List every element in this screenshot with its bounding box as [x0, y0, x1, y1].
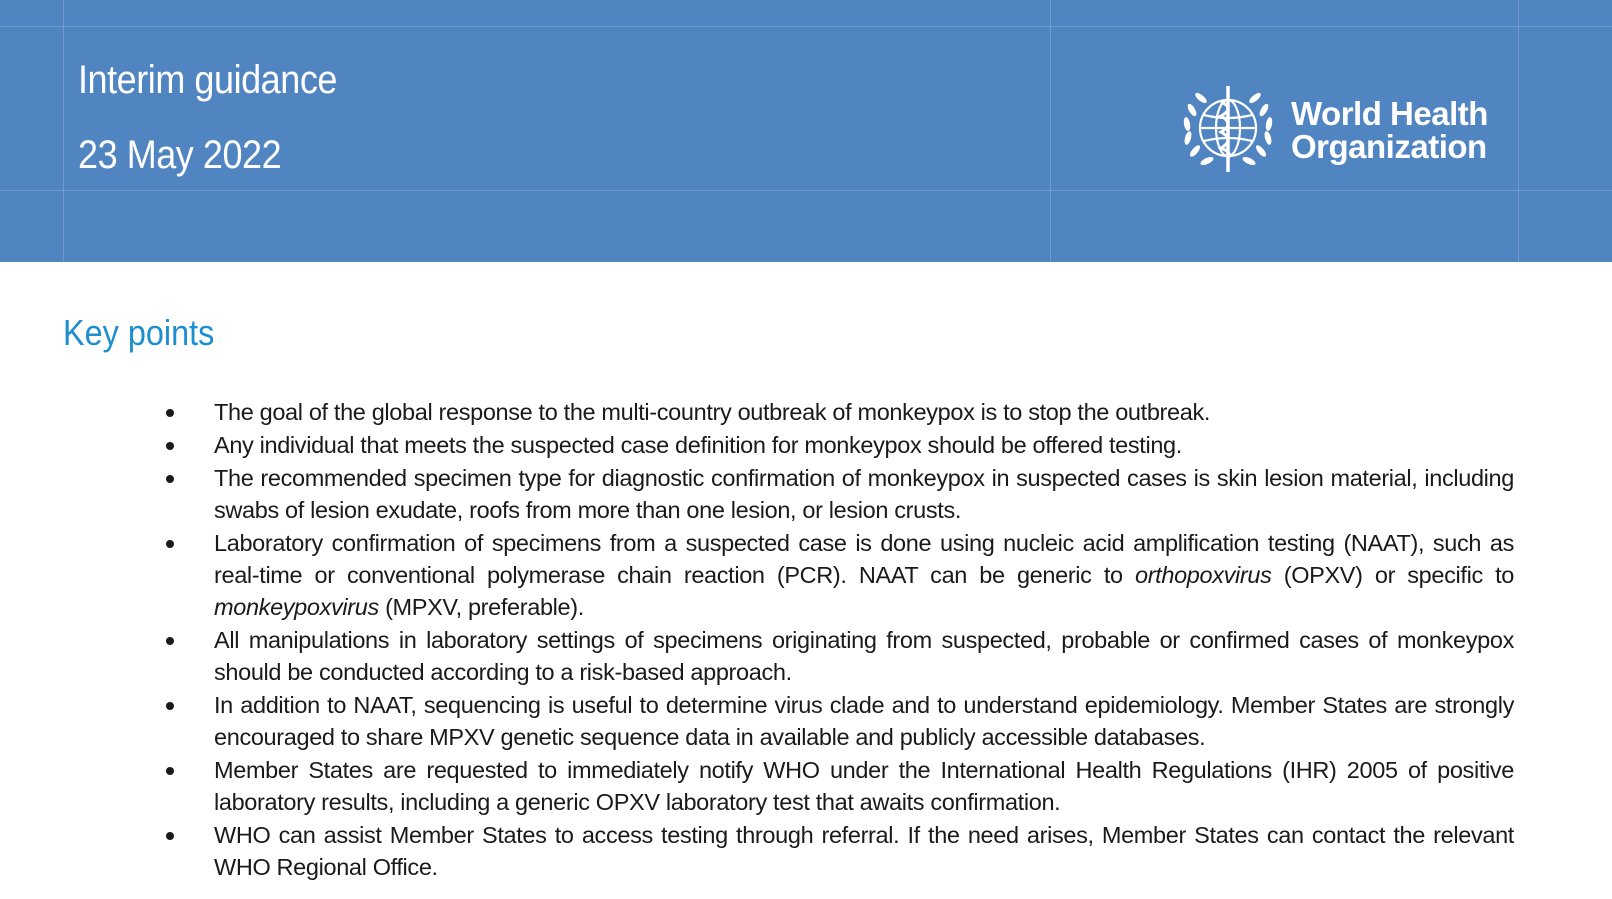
- document-type: Interim guidance: [78, 58, 337, 102]
- bullet-icon: [166, 767, 174, 775]
- bullet-icon: [166, 475, 174, 483]
- bullet-icon: [166, 702, 174, 710]
- key-point-item: [160, 462, 1514, 526]
- key-point-text: [214, 462, 1514, 526]
- key-point-item: [160, 819, 1514, 883]
- who-logo-line1: World Health: [1291, 95, 1488, 132]
- bullet-icon: [166, 409, 174, 417]
- who-logo: [1173, 80, 1488, 180]
- key-point-item: [160, 527, 1514, 623]
- key-point-text-part: All manipulations in laboratory settings of specimens originating from suspected, probable or confirmed cases of monkeypox should be conducted according to a risk-based approach.: [214, 627, 1514, 685]
- key-point-text-part: (OPXV) or specific to: [1271, 562, 1514, 588]
- section-title: Key points: [63, 312, 215, 353]
- key-point-text-part: WHO can assist Member States to access testing through referral. If the need arises, Member States can contact the relevant WHO Regional Office.: [214, 822, 1514, 880]
- key-point-text: [214, 689, 1514, 753]
- key-point-text: [214, 527, 1514, 623]
- key-point-item: [160, 624, 1514, 688]
- key-point-text: [214, 819, 1514, 883]
- key-point-text-part: The recommended specimen type for diagnostic confirmation of monkeypox in suspected cases is skin lesion material, including swabs of lesion exudate, roofs from more than one lesion, or lesion crusts.: [214, 465, 1514, 523]
- document-date: 23 May 2022: [78, 133, 282, 177]
- key-point-text-part: (MPXV, preferable).: [378, 594, 584, 620]
- key-point-italic-term: orthopoxvirus: [1134, 562, 1272, 588]
- key-point-text-part: The goal of the global response to the multi-country outbreak of monkeypox is to stop the outbreak.: [214, 399, 1211, 425]
- key-point-item: [160, 754, 1514, 818]
- key-point-text-part: In addition to NAAT, sequencing is useful to determine virus clade and to understand epidemiology. Member States are strongly encouraged to share MPXV genetic sequence data in available and publicly accessible databases.: [214, 692, 1514, 750]
- banner-grid-line: [1050, 0, 1051, 262]
- key-point-item: [160, 396, 1514, 428]
- bullet-icon: [166, 540, 174, 548]
- key-point-text: [214, 396, 1514, 428]
- who-logo-text: [1291, 97, 1488, 163]
- banner-grid-line: [1518, 0, 1519, 262]
- key-points-list: [160, 396, 1514, 884]
- banner-grid-line: [0, 26, 1612, 27]
- key-point-item: [160, 689, 1514, 753]
- bullet-icon: [166, 832, 174, 840]
- key-point-text: [214, 624, 1514, 688]
- bullet-icon: [166, 637, 174, 645]
- header-banner: [0, 0, 1612, 262]
- key-point-text: [214, 754, 1514, 818]
- key-point-italic-term: monkeypoxvirus: [214, 594, 379, 620]
- who-logo-line2: Organization: [1291, 128, 1487, 165]
- bullet-icon: [166, 442, 174, 450]
- banner-grid-line: [0, 190, 1612, 191]
- banner-grid-line: [63, 0, 64, 262]
- key-point-text-part: Member States are requested to immediately notify WHO under the International Health Regulations (IHR) 2005 of positive laboratory results, including a generic OPXV laboratory test that awaits confirmation.: [214, 757, 1514, 815]
- key-point-text-part: Any individual that meets the suspected case definition for monkeypox should be offered testing.: [214, 432, 1182, 458]
- key-point-text-part: Laboratory confirmation of specimens from a suspected case is done using nucleic acid amplification testing (NAAT), such as real-time or conventional polymerase chain reaction (PCR). NAAT can be generic to: [214, 530, 1514, 588]
- who-emblem-icon: [1173, 80, 1283, 180]
- key-point-item: [160, 429, 1514, 461]
- key-point-text: [214, 429, 1514, 461]
